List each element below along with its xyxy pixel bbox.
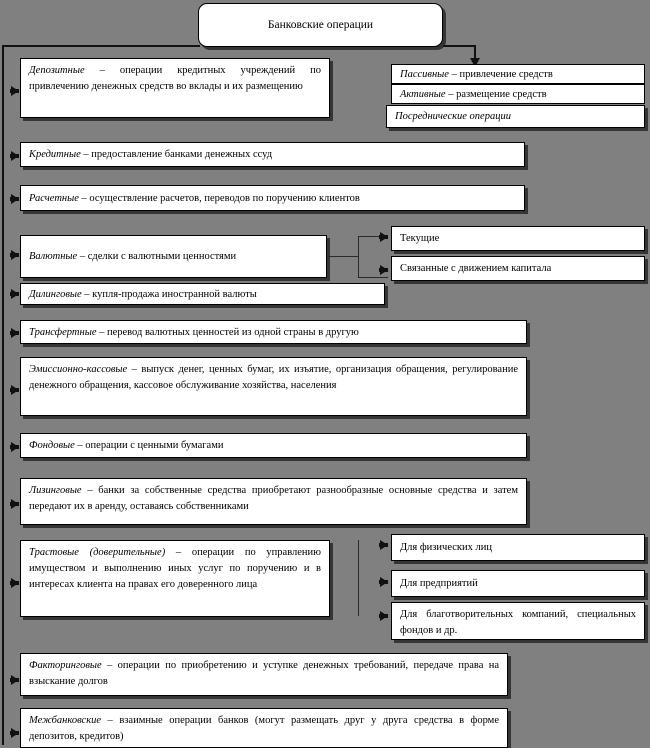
node-text-leasing: – банки за собственные средства приобретают разнообразные основные средства и затем передают их в аренду, оставаясь собственниками — [29, 485, 518, 512]
node-credit-operations — [20, 142, 525, 167]
node-text-interbank: – взаимные операции банков (могут размещать друг у друга средства в форме депозитов, кредитов) — [29, 715, 499, 742]
node-transfer-operations — [20, 320, 527, 344]
arrow-right-icon-trust-sub-charity — [380, 611, 388, 621]
arrow-right-icon-emission-cash — [11, 385, 19, 395]
node-term-currency: Валютные — [29, 251, 78, 263]
node-text-transfer: – перевод валютных ценностей из одной страны в другую — [96, 326, 359, 338]
arrow-right-icon-securities — [11, 442, 19, 452]
node-text-emission-cash: – выпуск денег, ценных бумаг, их изъятие, организация обращения, регулирование денежного обращения, кассовое обслуживание хозяйства, населения — [29, 364, 518, 391]
right-group-text-passive: – привлечение средств — [448, 68, 553, 80]
node-settlement-operations — [20, 185, 525, 211]
node-text-dealing: – купля-продажа иностранной валюты — [81, 288, 257, 300]
arrow-right-icon-settlement — [11, 194, 19, 204]
node-trust-sub-charity — [391, 602, 645, 640]
node-label-currency-sub-current: Текущие — [400, 233, 440, 245]
arrow-right-icon-trust-sub-enterprises — [380, 577, 388, 587]
node-interbank-operations — [20, 708, 508, 748]
arrow-right-icon-dealing — [11, 289, 19, 299]
node-trust-operations — [20, 540, 330, 617]
right-group-term-active: Активные — [400, 88, 446, 100]
currency-subtrunk-line — [358, 236, 359, 278]
node-label-trust-sub-individuals: Для физических лиц — [400, 542, 492, 554]
node-currency-sub-current — [391, 226, 645, 251]
arrow-right-icon-currency — [11, 250, 19, 260]
arrow-right-icon-trust — [11, 578, 19, 588]
node-term-settlement: Расчетные — [29, 192, 79, 204]
node-term-credit: Кредитные — [29, 149, 81, 161]
node-term-interbank: Межбанковские — [29, 715, 102, 726]
arrow-right-icon-currency-sub-current — [380, 232, 388, 242]
arrow-right-icon-trust-sub-individuals — [380, 540, 388, 550]
node-term-dealing: Дилинговые — [29, 288, 82, 300]
node-text-currency: – сделки с валютными ценностями — [77, 251, 237, 263]
node-trust-sub-enterprises — [391, 570, 645, 597]
right-group-item-passive — [391, 64, 645, 84]
node-emission-cash-operations — [20, 357, 527, 416]
node-currency-sub-capital — [391, 256, 645, 281]
node-term-emission-cash: Эмиссионно-кассовые — [29, 364, 128, 375]
node-term-transfer: Трансфертные — [29, 326, 97, 338]
node-term-securities: Фондовые — [29, 440, 75, 452]
node-dealing-operations — [20, 283, 385, 305]
root-node-label: Банковские операции — [267, 19, 374, 31]
node-currency-operations — [20, 235, 327, 278]
connector-currency-to-subtrunk — [327, 256, 359, 257]
arrow-right-icon-interbank — [11, 728, 19, 738]
node-text-factoring: – операции по приобретению и уступке денежных требований, передаче права на взыскание долгов — [29, 660, 499, 687]
trust-subtrunk-line — [358, 540, 359, 616]
connector-root-to-right-group — [443, 45, 476, 47]
node-label-currency-sub-capital: Связанные с движением капитала — [400, 263, 552, 275]
node-text-trust: – операции по управлению имуществом и выполнению иных услуг по поручению и в интересах клиента на правах его доверенного лица — [29, 547, 322, 590]
arrow-right-icon-deposit — [11, 86, 19, 96]
arrow-right-icon-currency-sub-capital — [380, 265, 388, 275]
node-text-credit: – предоставление банками денежных ссуд — [80, 149, 273, 161]
arrow-right-icon-leasing — [11, 499, 19, 509]
right-group-item-active — [391, 84, 645, 104]
arrow-right-icon-factoring — [11, 675, 19, 685]
node-text-settlement: – осуществление расчетов, переводов по поручению клиентов — [78, 192, 360, 204]
node-label-trust-sub-enterprises: Для предприятий — [400, 578, 478, 590]
right-group-text-active: – размещение средств — [445, 88, 547, 100]
node-factoring-operations — [20, 653, 508, 696]
node-leasing-operations — [20, 478, 527, 525]
right-group-item-intermediary — [386, 105, 645, 128]
arrow-right-icon-transfer — [11, 328, 19, 338]
connector-currency-sub-bottom — [358, 277, 388, 278]
right-group-term-passive: Пассивные — [400, 68, 449, 80]
connector-right-vertical — [474, 45, 476, 59]
left-trunk-line — [2, 45, 4, 745]
node-text-deposit: – операции кредитных учреждений по привлечению денежных средств во вклады и их размещению — [29, 65, 321, 92]
node-trust-sub-individuals — [391, 534, 645, 561]
connector-root-to-left-trunk — [2, 45, 200, 47]
node-term-trust: Трастовые (доверительные) — [29, 547, 166, 558]
node-label-trust-sub-charity: Для благотворительных компаний, специальных фондов и др. — [400, 609, 636, 636]
arrow-right-icon-credit — [11, 151, 19, 161]
node-deposit-operations — [20, 58, 330, 118]
root-node-banking-operations — [198, 3, 443, 47]
node-term-deposit: Депозитные — [29, 65, 85, 76]
node-term-leasing: Лизинговые — [29, 485, 82, 496]
node-securities-operations — [20, 433, 527, 458]
node-text-securities: – операции с ценными бумагами — [74, 440, 224, 452]
right-group-term-intermediary: Посреднические операции — [395, 111, 511, 123]
node-term-factoring: Факторинговые — [29, 660, 102, 671]
